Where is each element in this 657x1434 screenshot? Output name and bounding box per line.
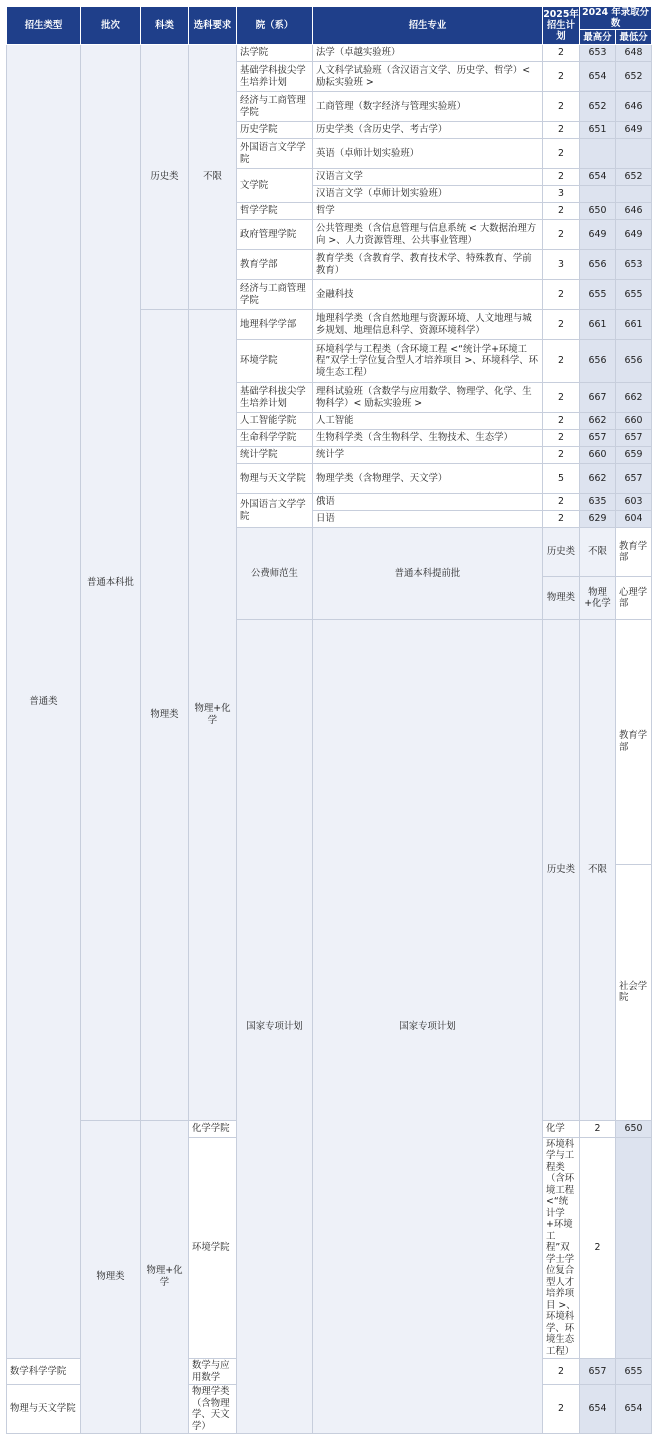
school-cell: 政府管理学院 <box>237 220 313 250</box>
school-cell: 历史学院 <box>237 122 313 139</box>
subject-lishi-3: 历史类 <box>543 528 580 577</box>
min-score-cell: 657 <box>616 464 652 494</box>
major-cell: 公共管理类（含信息管理与信息系统 < 大数据治理方向 >、人力资源管理、公共事业管理） <box>313 220 543 250</box>
major-cell: 数学与应用数学 <box>189 1359 237 1385</box>
major-cell: 生物科学类（含生物科学、生物技术、生态学） <box>313 430 543 447</box>
major-cell: 物理学类（含物理学、天文学） <box>313 464 543 494</box>
max-score-cell: 651 <box>580 122 616 139</box>
max-score-cell: 654 <box>580 62 616 92</box>
type-guojia: 国家专项计划 <box>237 620 313 1434</box>
admission-table-wrapper <box>6 6 651 1434</box>
subject-wuli-3: 物理类 <box>543 577 580 620</box>
plan-cell: 2 <box>543 62 580 92</box>
req-buxian-1: 不限 <box>189 45 237 310</box>
major-cell: 历史学类（含历史学、考古学） <box>313 122 543 139</box>
req-wuli-huaxue-4: 物理+化学 <box>141 1120 189 1434</box>
max-score-cell <box>580 186 616 203</box>
major-cell: 人文科学试验班（含汉语言文学、历史学、哲学）< 励耘实验班 > <box>313 62 543 92</box>
req-wuli-huaxue-3: 物理+化学 <box>580 577 616 620</box>
plan-cell: 2 <box>543 203 580 220</box>
min-score-cell: 657 <box>616 430 652 447</box>
major-cell: 俄语 <box>313 494 543 511</box>
min-score-cell: 648 <box>616 45 652 62</box>
max-score-cell: 657 <box>580 430 616 447</box>
plan-cell: 3 <box>543 250 580 280</box>
max-score-cell: 649 <box>580 220 616 250</box>
min-score-cell <box>616 186 652 203</box>
plan-cell: 5 <box>543 464 580 494</box>
major-cell: 物理学类（含物理学、天文学） <box>189 1385 237 1434</box>
major-cell: 教育学类（含教育学、教育技术学、特殊教育、学前教育） <box>313 250 543 280</box>
type-putong: 普通类 <box>7 45 81 1359</box>
plan-cell: 2 <box>543 447 580 464</box>
subject-wuli-4: 物理类 <box>81 1120 141 1434</box>
plan-cell: 2 <box>543 413 580 430</box>
min-score-cell: 603 <box>616 494 652 511</box>
school-cell: 地理科学学部 <box>237 310 313 340</box>
major-cell: 日语 <box>313 511 543 528</box>
school-cell: 哲学学院 <box>237 203 313 220</box>
plan-cell: 2 <box>543 310 580 340</box>
school-cell: 化学学院 <box>189 1120 237 1137</box>
max-score-cell: 654 <box>580 169 616 186</box>
plan-cell: 2 <box>543 1385 580 1434</box>
header-type: 招生类型 <box>7 7 81 45</box>
min-score-cell: 646 <box>616 203 652 220</box>
school-cell: 物理与天文学院 <box>7 1385 81 1434</box>
school-cell: 社会学院 <box>616 864 652 1120</box>
header-requirement: 选科要求 <box>189 7 237 45</box>
school-cell: 物理与天文学院 <box>237 464 313 494</box>
school-cell: 人工智能学院 <box>237 413 313 430</box>
plan-cell: 2 <box>543 430 580 447</box>
major-cell: 金融科技 <box>313 280 543 310</box>
max-score-cell: 661 <box>580 310 616 340</box>
school-cell: 统计学院 <box>237 447 313 464</box>
plan-cell: 2 <box>543 511 580 528</box>
max-score-cell: 655 <box>580 280 616 310</box>
major-cell: 哲学 <box>313 203 543 220</box>
max-score-cell: 654 <box>580 1385 616 1434</box>
batch-putong-benke: 普通本科批 <box>81 45 141 1121</box>
header-max: 最高分 <box>580 30 616 45</box>
plan-cell: 2 <box>543 122 580 139</box>
school-cell: 经济与工商管理学院 <box>237 92 313 122</box>
plan-cell: 2 <box>543 92 580 122</box>
max-score-cell: 635 <box>580 494 616 511</box>
max-score-cell: 650 <box>616 1120 652 1137</box>
min-score-cell: 656 <box>616 340 652 383</box>
subject-lishi-4: 历史类 <box>543 620 580 1121</box>
min-score-cell: 654 <box>616 1385 652 1434</box>
school-cell: 生命科学学院 <box>237 430 313 447</box>
major-cell: 英语（卓师计划实验班） <box>313 139 543 169</box>
min-score-cell: 652 <box>616 169 652 186</box>
min-score-cell: 653 <box>616 250 652 280</box>
plan-cell: 2 <box>543 45 580 62</box>
plan-cell: 3 <box>543 186 580 203</box>
req-buxian-4: 不限 <box>580 620 616 1121</box>
major-cell: 人工智能 <box>313 413 543 430</box>
req-buxian-3: 不限 <box>580 528 616 577</box>
min-score-cell: 652 <box>616 62 652 92</box>
school-cell: 基础学科拔尖学生培养计划 <box>237 62 313 92</box>
min-score-cell: 655 <box>616 1359 652 1385</box>
school-cell: 基础学科拔尖学生培养计划 <box>237 383 313 413</box>
school-cell: 文学院 <box>237 169 313 203</box>
min-score-cell: 659 <box>616 447 652 464</box>
min-score-cell: 662 <box>616 383 652 413</box>
plan-cell: 2 <box>543 383 580 413</box>
plan-cell: 2 <box>543 494 580 511</box>
plan-cell: 2 <box>543 220 580 250</box>
subject-lishi-1: 历史类 <box>141 45 189 310</box>
header-major: 招生专业 <box>313 7 543 45</box>
school-cell: 经济与工商管理学院 <box>237 280 313 310</box>
min-score-cell: 660 <box>616 413 652 430</box>
school-cell: 数学科学学院 <box>7 1359 81 1385</box>
major-cell: 汉语言文学（卓师计划实验班） <box>313 186 543 203</box>
school-cell: 法学院 <box>237 45 313 62</box>
major-cell: 法学（卓越实验班） <box>313 45 543 62</box>
batch-gongfei: 普通本科提前批 <box>313 528 543 620</box>
major-cell: 地理科学类（含自然地理与资源环境、人文地理与城乡规划、地理信息科学、资源环境科学） <box>313 310 543 340</box>
req-wuli-huaxue-1: 物理+化学 <box>189 310 237 1121</box>
major-cell: 环境科学与工程类（含环境工程 <“统计学+环境工程”双学士学位复合型人才培养项目 >、环境科学、环境生态工程） <box>543 1137 580 1359</box>
batch-guojia: 国家专项计划 <box>313 620 543 1434</box>
plan-cell: 2 <box>580 1120 616 1137</box>
min-score-cell: 604 <box>616 511 652 528</box>
max-score-cell: 652 <box>580 92 616 122</box>
major-cell: 化学 <box>543 1120 580 1137</box>
header-school: 院（系） <box>237 7 313 45</box>
major-cell: 理科试验班（含数学与应用数学、物理学、化学、生物科学）< 励耘实验班 > <box>313 383 543 413</box>
plan-cell: 2 <box>543 340 580 383</box>
school-cell: 教育学部 <box>616 620 652 865</box>
header-plan: 2025年招生计划 <box>543 7 580 45</box>
header-batch: 批次 <box>81 7 141 45</box>
school-cell: 心理学部 <box>616 577 652 620</box>
plan-cell: 2 <box>543 169 580 186</box>
min-score-cell: 646 <box>616 92 652 122</box>
plan-cell: 2 <box>580 1137 616 1359</box>
school-cell: 教育学部 <box>616 528 652 577</box>
max-score-cell: 653 <box>580 45 616 62</box>
min-score-cell: 649 <box>616 122 652 139</box>
max-score-cell: 656 <box>580 340 616 383</box>
school-cell: 环境学院 <box>237 340 313 383</box>
major-cell: 环境科学与工程类（含环境工程 <“统计学+环境工程”双学士学位复合型人才培养项目 >、环境科学、环境生态工程） <box>313 340 543 383</box>
school-cell: 教育学部 <box>237 250 313 280</box>
min-score-cell: 661 <box>616 310 652 340</box>
header-subject: 科类 <box>141 7 189 45</box>
major-cell: 工商管理（数字经济与管理实验班） <box>313 92 543 122</box>
min-score-cell: 649 <box>616 220 652 250</box>
min-score-cell: 655 <box>616 280 652 310</box>
header-min: 最低分 <box>616 30 652 45</box>
max-score-cell <box>616 1137 652 1359</box>
subject-wuli-1: 物理类 <box>141 310 189 1121</box>
plan-cell: 2 <box>543 280 580 310</box>
max-score-cell <box>580 139 616 169</box>
admission-table <box>6 6 652 1434</box>
school-cell: 外国语言文学学院 <box>237 494 313 528</box>
max-score-cell: 660 <box>580 447 616 464</box>
max-score-cell: 667 <box>580 383 616 413</box>
major-cell: 汉语言文学 <box>313 169 543 186</box>
type-gongfei: 公费师范生 <box>237 528 313 620</box>
max-score-cell: 650 <box>580 203 616 220</box>
max-score-cell: 657 <box>580 1359 616 1385</box>
plan-cell: 2 <box>543 1359 580 1385</box>
major-cell: 统计学 <box>313 447 543 464</box>
max-score-cell: 662 <box>580 413 616 430</box>
min-score-cell <box>616 139 652 169</box>
max-score-cell: 662 <box>580 464 616 494</box>
max-score-cell: 629 <box>580 511 616 528</box>
max-score-cell: 656 <box>580 250 616 280</box>
school-cell: 环境学院 <box>189 1137 237 1359</box>
school-cell: 外国语言文学学院 <box>237 139 313 169</box>
header-score: 2024 年录取分数 <box>580 7 652 30</box>
plan-cell: 2 <box>543 139 580 169</box>
